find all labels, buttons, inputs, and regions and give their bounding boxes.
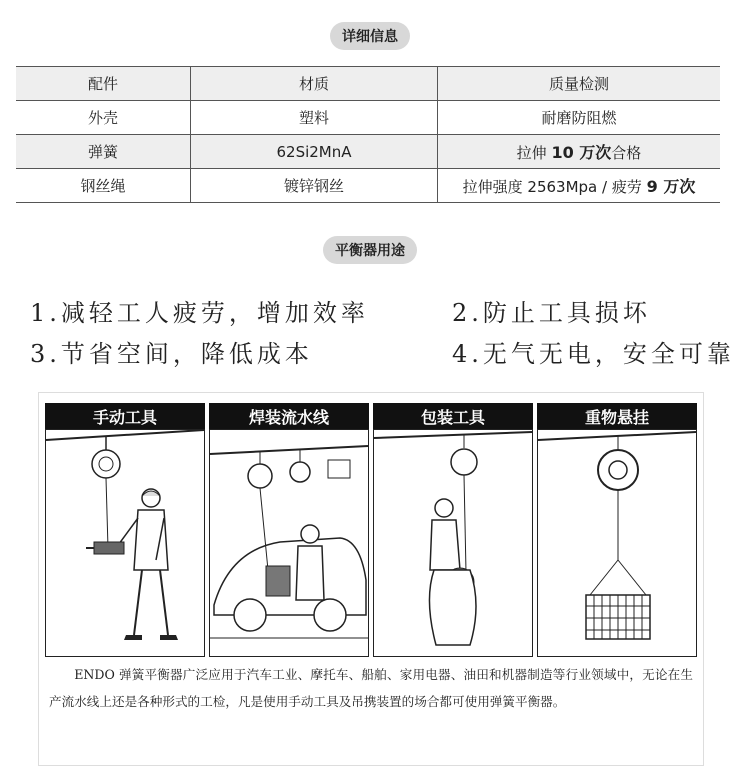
usage-item: 3.节省空间，降低成本 [30,340,313,368]
usage-item: 4.无气无电，安全可靠 [452,340,735,368]
spring-test-prefix: 拉伸 [516,144,552,162]
rope-test-count: 9 万次 [646,177,696,196]
table-row [16,169,720,203]
usage-item: 1.减轻工人疲劳，增加效率 [30,299,369,327]
panel-title: 重物悬挂 [537,403,697,429]
description-text: ENDO 弹簧平衡器广泛应用于汽车工业、摩托车、船舶、家用电器、油田和机器制造等行业领域中，无论在生产流水线上还是各种形式的工检，凡是使用手动工具及吊携装置的场合都可使用弹簧平衡器。 [49,667,693,709]
table-cell: 钢丝绳 [16,169,191,203]
table-row [16,101,720,135]
application-illustration [38,392,704,766]
panel-title: 手动工具 [45,403,205,429]
table-cell [438,135,721,169]
spring-test-suffix: 合格 [611,144,642,162]
table-row [16,67,720,101]
table-cell [438,169,721,203]
rope-test-prefix: 拉伸强度 2563Mpa / 疲劳 [462,178,647,196]
packaging-illustration [374,430,532,654]
table-cell: 弹簧 [16,135,191,169]
application-description [49,661,693,715]
panel-welding-line [209,403,369,653]
suspension-illustration [538,430,696,654]
table-cell: 62Si2MnA [191,135,438,169]
table-cell: 塑料 [191,101,438,135]
panel-packaging-tool [373,403,533,653]
panel-title: 焊装流水线 [209,403,369,429]
table-cell: 质量检测 [438,67,721,101]
table-cell: 外壳 [16,101,191,135]
panel-title: 包装工具 [373,403,533,429]
usage-item: 2.防止工具损坏 [452,299,651,327]
spec-table [16,66,720,203]
section-title-details: 详细信息 [330,22,410,50]
table-cell: 材质 [191,67,438,101]
table-cell: 镀锌钢丝 [191,169,438,203]
table-row [16,135,720,169]
panel-hand-tool [45,403,205,653]
table-cell: 配件 [16,67,191,101]
section-title-usage: 平衡器用途 [323,236,417,264]
table-cell: 耐磨防阻燃 [438,101,721,135]
spring-test-count: 10 万次 [551,143,612,162]
welding-line-illustration [210,430,368,654]
worker-drill-illustration [46,430,204,654]
panel-heavy-suspension [537,403,697,653]
